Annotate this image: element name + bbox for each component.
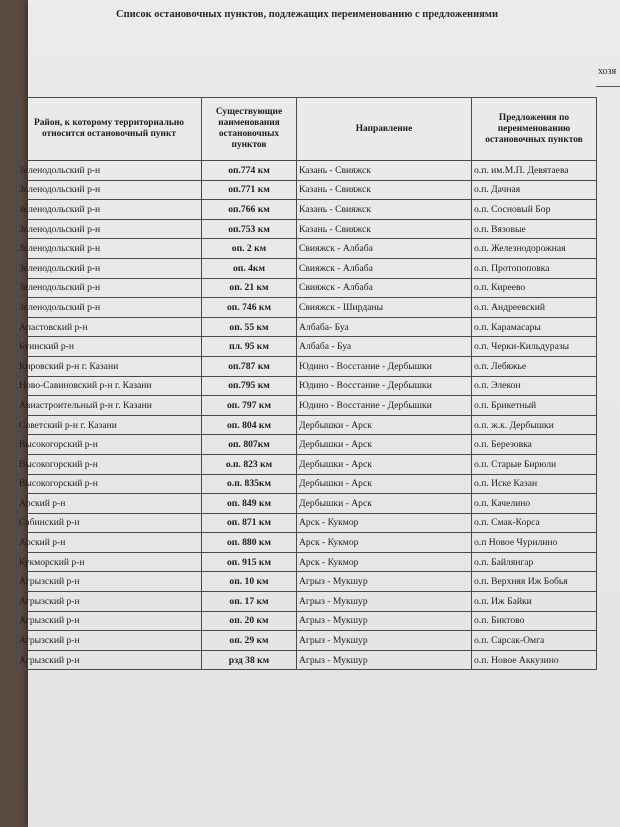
cell-direction: Арск - Кукмор <box>297 513 472 533</box>
cell-direction: Агрыз - Мукшур <box>297 650 472 670</box>
cell-existing-stop: оп. 4км <box>202 258 297 278</box>
table-body <box>17 161 597 670</box>
cell-proposal: о.п. Лебяжье <box>472 356 597 376</box>
cell-proposal: о.п. Смак-Корса <box>472 513 597 533</box>
cell-existing-stop: оп.795 км <box>202 376 297 396</box>
cell-direction: Казань - Свияжск <box>297 219 472 239</box>
cell-proposal: о.п. Вязовые <box>472 219 597 239</box>
cell-direction: Дербышки - Арск <box>297 454 472 474</box>
cell-proposal: о.п. Новое Аккузино <box>472 650 597 670</box>
cell-existing-stop: оп. 20 км <box>202 611 297 631</box>
header-direction: Направление <box>297 98 472 161</box>
corner-text: хозя <box>598 66 617 77</box>
table-row <box>17 258 597 278</box>
cell-existing-stop: оп.787 км <box>202 356 297 376</box>
table-row <box>17 435 597 455</box>
header-district: Район, к которому территориально относится остановочный пункт <box>17 98 202 161</box>
cell-district: Апастовский р-н <box>17 317 202 337</box>
cell-existing-stop: оп.774 км <box>202 161 297 181</box>
cell-direction: Юдино - Восстание - Дербышки <box>297 396 472 416</box>
cell-district: Зеленодольский р-н <box>17 161 202 181</box>
cell-existing-stop: оп.766 км <box>202 200 297 220</box>
cell-proposal: о.п. Иске Казан <box>472 474 597 494</box>
table-row <box>17 356 597 376</box>
document-title: Список остановочных пунктов, подлежащих переименованию с предложениями <box>116 9 498 20</box>
cell-district: Авиастроительный р-н г. Казани <box>17 396 202 416</box>
cell-existing-stop: оп. 2 км <box>202 239 297 259</box>
cell-existing-stop: оп. 797 км <box>202 396 297 416</box>
header-proposal: Предложения по переименованию остановочных пунктов <box>472 98 597 161</box>
cell-direction: Свияжск - Албаба <box>297 239 472 259</box>
cell-direction: Арск - Кукмор <box>297 552 472 572</box>
cell-district: Зеленодольский р-н <box>17 278 202 298</box>
table-row <box>17 200 597 220</box>
cell-district: Зеленодольский р-н <box>17 180 202 200</box>
cell-proposal: о.п. Верхняя Иж Бобья <box>472 572 597 592</box>
cell-proposal: о.п. Железнодорожная <box>472 239 597 259</box>
table-row <box>17 161 597 181</box>
cell-district: Зеленодольский р-н <box>17 258 202 278</box>
cell-district: Ново-Савиновский р-н г. Казани <box>17 376 202 396</box>
table-row <box>17 239 597 259</box>
cell-direction: Казань - Свияжск <box>297 200 472 220</box>
cell-district: Советский р-н г. Казани <box>17 415 202 435</box>
table-row <box>17 317 597 337</box>
cell-existing-stop: о.п. 835км <box>202 474 297 494</box>
cell-direction: Агрыз - Мукшур <box>297 572 472 592</box>
cell-existing-stop: оп. 10 км <box>202 572 297 592</box>
cell-district: Зеленодольский р-н <box>17 239 202 259</box>
cell-district: Агрызский р-н <box>17 631 202 651</box>
cell-existing-stop: оп. 29 км <box>202 631 297 651</box>
table-row <box>17 552 597 572</box>
table-row <box>17 650 597 670</box>
table-row <box>17 513 597 533</box>
cell-proposal: о.п. Дачная <box>472 180 597 200</box>
table-row <box>17 611 597 631</box>
cell-direction: Казань - Свияжск <box>297 180 472 200</box>
cell-direction: Албаба - Буа <box>297 337 472 357</box>
cell-proposal: о.п. Черки-Кильдуразы <box>472 337 597 357</box>
cell-district: Арский р-н <box>17 533 202 553</box>
cell-direction: Свияжск - Албаба <box>297 258 472 278</box>
stops-table <box>16 97 597 670</box>
cell-direction: Агрыз - Мукшур <box>297 631 472 651</box>
cell-direction: Агрыз - Мукшур <box>297 592 472 612</box>
corner-underline <box>596 86 620 87</box>
cell-proposal: о.п. Брикетный <box>472 396 597 416</box>
cell-district: Высокогорский р-н <box>17 454 202 474</box>
cell-proposal: о.п. Протопоповка <box>472 258 597 278</box>
table-row <box>17 592 597 612</box>
cell-district: Арский р-н <box>17 494 202 514</box>
cell-direction: Дербышки - Арск <box>297 435 472 455</box>
table-row <box>17 376 597 396</box>
cell-district: Зеленодольский р-н <box>17 219 202 239</box>
cell-existing-stop: оп. 849 км <box>202 494 297 514</box>
cell-proposal: о.п. Старые Бирюли <box>472 454 597 474</box>
cell-proposal: о.п. Байлянгар <box>472 552 597 572</box>
cell-existing-stop: оп. 871 км <box>202 513 297 533</box>
cell-direction: Дербышки - Арск <box>297 474 472 494</box>
cell-direction: Албаба- Буа <box>297 317 472 337</box>
cell-district: Агрызский р-н <box>17 650 202 670</box>
cell-existing-stop: оп. 21 км <box>202 278 297 298</box>
cell-district: Агрызский р-н <box>17 592 202 612</box>
header-existing: Существующие наименования остановочных пунктов <box>202 98 297 161</box>
table-row <box>17 396 597 416</box>
cell-existing-stop: оп. 746 км <box>202 298 297 318</box>
cell-existing-stop: оп. 17 км <box>202 592 297 612</box>
table-row <box>17 474 597 494</box>
cell-proposal: о.п. ж.к. Дербышки <box>472 415 597 435</box>
cell-proposal: о.п. им.М.П. Девятаева <box>472 161 597 181</box>
cell-existing-stop: оп. 880 км <box>202 533 297 553</box>
cell-existing-stop: оп. 804 км <box>202 415 297 435</box>
table-row <box>17 219 597 239</box>
cell-existing-stop: о.п. 823 км <box>202 454 297 474</box>
cell-direction: Свияжск - Ширданы <box>297 298 472 318</box>
cell-direction: Юдино - Восстание - Дербышки <box>297 376 472 396</box>
cell-direction: Юдино - Восстание - Дербышки <box>297 356 472 376</box>
cell-existing-stop: оп.771 км <box>202 180 297 200</box>
cell-proposal: о.п Новое Чурилино <box>472 533 597 553</box>
cell-proposal: о.п. Биктово <box>472 611 597 631</box>
table-header-row <box>17 98 597 161</box>
cell-district: Зеленодольский р-н <box>17 298 202 318</box>
table-row <box>17 454 597 474</box>
cell-district: Буинский р-н <box>17 337 202 357</box>
table-row <box>17 494 597 514</box>
cell-existing-stop: оп. 55 км <box>202 317 297 337</box>
cell-proposal: о.п. Качелино <box>472 494 597 514</box>
cell-direction: Агрыз - Мукшур <box>297 611 472 631</box>
table-row <box>17 337 597 357</box>
cell-direction: Свияжск - Албаба <box>297 278 472 298</box>
cell-existing-stop: оп. 807км <box>202 435 297 455</box>
cell-district: Кировский р-н г. Казани <box>17 356 202 376</box>
table-row <box>17 572 597 592</box>
table-row <box>17 631 597 651</box>
cell-proposal: о.п. Иж Байки <box>472 592 597 612</box>
cell-district: Агрызский р-н <box>17 572 202 592</box>
cell-district: Зеленодольский р-н <box>17 200 202 220</box>
cell-proposal: о.п. Березовка <box>472 435 597 455</box>
cell-existing-stop: оп. 915 км <box>202 552 297 572</box>
cell-proposal: о.п. Карамасары <box>472 317 597 337</box>
cell-existing-stop: оп.753 км <box>202 219 297 239</box>
cell-district: Кукморский р-н <box>17 552 202 572</box>
cell-district: Высокогорский р-н <box>17 474 202 494</box>
cell-proposal: о.п. Андреевский <box>472 298 597 318</box>
cell-proposal: о.п. Киреево <box>472 278 597 298</box>
table-row <box>17 180 597 200</box>
cell-direction: Арск - Кукмор <box>297 533 472 553</box>
cell-district: Высокогорский р-н <box>17 435 202 455</box>
cell-proposal: о.п. Сосновый Бор <box>472 200 597 220</box>
cell-proposal: о.п. Сарсак-Омга <box>472 631 597 651</box>
table-row <box>17 298 597 318</box>
table-row <box>17 278 597 298</box>
cell-district: Сабинский р-н <box>17 513 202 533</box>
cell-direction: Казань - Свияжск <box>297 161 472 181</box>
table-row <box>17 415 597 435</box>
cell-existing-stop: рзд 38 км <box>202 650 297 670</box>
cell-direction: Дербышки - Арск <box>297 494 472 514</box>
cell-district: Агрызский р-н <box>17 611 202 631</box>
table-row <box>17 533 597 553</box>
cell-direction: Дербышки - Арск <box>297 415 472 435</box>
cell-proposal: о.п. Элекон <box>472 376 597 396</box>
cell-existing-stop: пл. 95 км <box>202 337 297 357</box>
